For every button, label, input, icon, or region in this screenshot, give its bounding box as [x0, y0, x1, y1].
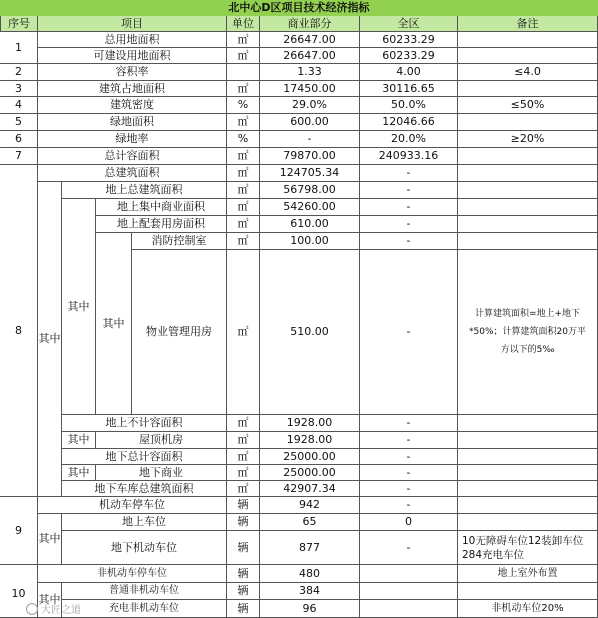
row9a-total: -	[360, 497, 458, 514]
row1a-unit: ㎡	[227, 32, 260, 48]
header-note: 备注	[458, 16, 598, 32]
row8-qizhong-mid: 其中	[62, 199, 96, 415]
row8i-item: 地下总计容面积	[62, 449, 227, 465]
row7-note	[458, 148, 598, 165]
row8k-unit: ㎡	[227, 481, 260, 497]
row1b-total: 60233.29	[360, 48, 458, 64]
row8h-total: -	[360, 432, 458, 449]
row8g-total: -	[360, 415, 458, 432]
row9c-item: 地下机动车位	[62, 531, 227, 565]
row5-commercial: 600.00	[260, 114, 360, 131]
row5-item: 绿地面积	[38, 114, 227, 131]
row8c-total: -	[360, 199, 458, 216]
row10c-commercial: 96	[260, 600, 360, 618]
row1a-note	[458, 32, 598, 48]
row9-qizhong: 其中	[38, 514, 62, 565]
row7-seq: 7	[0, 148, 38, 165]
row5-seq: 5	[0, 114, 38, 131]
row8j-commercial: 25000.00	[260, 465, 360, 481]
row1a-commercial: 26647.00	[260, 32, 360, 48]
row9a-commercial: 942	[260, 497, 360, 514]
row8k-item: 地下车库总建筑面积	[62, 481, 227, 497]
row8h-item: 屋顶机房	[96, 432, 227, 449]
row8k-total: -	[360, 481, 458, 497]
row6-unit: %	[227, 131, 260, 148]
row8d-commercial: 610.00	[260, 216, 360, 233]
row8h-note	[458, 432, 598, 449]
row10-qizhong: 其中	[38, 583, 62, 618]
row9a-note	[458, 497, 598, 514]
row4-item: 建筑密度	[38, 97, 227, 114]
row6-total: 20.0%	[360, 131, 458, 148]
row5-total: 12046.66	[360, 114, 458, 131]
row10b-total	[360, 583, 458, 600]
row8g-item: 地上不计容面积	[62, 415, 227, 432]
row8j-total: -	[360, 465, 458, 481]
row2-seq: 2	[0, 64, 38, 81]
row6-commercial: -	[260, 131, 360, 148]
row8e-commercial: 100.00	[260, 233, 360, 250]
row10b-note	[458, 583, 598, 600]
row9c-commercial: 877	[260, 531, 360, 565]
row8h-unit: ㎡	[227, 432, 260, 449]
row8c-unit: ㎡	[227, 199, 260, 216]
row8a-note	[458, 165, 598, 182]
row1a-item: 总用地面积	[38, 32, 227, 48]
row8f-unit: ㎡	[227, 250, 260, 415]
row2-total: 4.00	[360, 64, 458, 81]
row8a-commercial: 124705.34	[260, 165, 360, 182]
row8g-note	[458, 415, 598, 432]
row10c-note: 非机动车位20%	[458, 600, 598, 618]
row5-unit: ㎡	[227, 114, 260, 131]
row8b-total: -	[360, 182, 458, 199]
row1b-commercial: 26647.00	[260, 48, 360, 64]
row10c-unit: 辆	[227, 600, 260, 618]
watermark-text: 大匠之道	[41, 605, 81, 616]
row8h-qizhong: 其中	[62, 432, 96, 449]
row9b-commercial: 65	[260, 514, 360, 531]
row8f-total: -	[360, 250, 458, 415]
row8a-item: 总建筑面积	[38, 165, 227, 182]
header-unit: 单位	[227, 16, 260, 32]
watermark	[26, 601, 81, 616]
row8h-commercial: 1928.00	[260, 432, 360, 449]
row8b-unit: ㎡	[227, 182, 260, 199]
row8b-commercial: 56798.00	[260, 182, 360, 199]
row3-total: 30116.65	[360, 81, 458, 97]
row1b-unit: ㎡	[227, 48, 260, 64]
header-seq: 序号	[0, 16, 38, 32]
row3-note	[458, 81, 598, 97]
row10b-item: 普通非机动车位	[62, 583, 227, 600]
row10a-note: 地上室外布置	[458, 565, 598, 583]
row10a-commercial: 480	[260, 565, 360, 583]
row10a-unit: 辆	[227, 565, 260, 583]
row8e-item: 消防控制室	[132, 233, 227, 250]
row9b-total: 0	[360, 514, 458, 531]
row2-unit	[227, 64, 260, 81]
row1a-total: 60233.29	[360, 32, 458, 48]
row1-seq: 1	[0, 32, 38, 64]
row6-item: 绿地率	[38, 131, 227, 148]
row7-item: 总计容面积	[38, 148, 227, 165]
row4-seq: 4	[0, 97, 38, 114]
row9a-unit: 辆	[227, 497, 260, 514]
row8f-item: 物业管理用房	[132, 250, 227, 415]
row4-total: 50.0%	[360, 97, 458, 114]
row3-unit: ㎡	[227, 81, 260, 97]
row8k-note	[458, 481, 598, 497]
watermark-logo-icon	[26, 603, 38, 615]
row2-item: 容积率	[38, 64, 227, 81]
row8j-note	[458, 465, 598, 481]
row1b-item: 可建设用地面积	[38, 48, 227, 64]
row8d-unit: ㎡	[227, 216, 260, 233]
row8j-item: 地下商业	[96, 465, 227, 481]
row8e-note	[458, 233, 598, 250]
row8f-commercial: 510.00	[260, 250, 360, 415]
row1b-note	[458, 48, 598, 64]
row5-note	[458, 114, 598, 131]
row8a-total: -	[360, 165, 458, 182]
row3-item: 建筑占地面积	[38, 81, 227, 97]
header-item: 项目	[38, 16, 227, 32]
row8b-item: 地上总建筑面积	[62, 182, 227, 199]
row10b-unit: 辆	[227, 583, 260, 600]
row8a-unit: ㎡	[227, 165, 260, 182]
row6-note: ≥20%	[458, 131, 598, 148]
header-total: 全区	[360, 16, 458, 32]
row3-seq: 3	[0, 81, 38, 97]
row10c-total	[360, 600, 458, 618]
row8c-note	[458, 199, 598, 216]
row2-note: ≤4.0	[458, 64, 598, 81]
row9b-unit: 辆	[227, 514, 260, 531]
row8g-commercial: 1928.00	[260, 415, 360, 432]
row9a-item: 机动车停车位	[38, 497, 227, 514]
row8b-note	[458, 182, 598, 199]
row8j-unit: ㎡	[227, 465, 260, 481]
row10a-item: 非机动车停车位	[38, 565, 227, 583]
row9c-note: 10无障碍车位12装卸车位284充电车位	[458, 531, 598, 565]
row8-seq: 8	[0, 165, 38, 497]
row4-commercial: 29.0%	[260, 97, 360, 114]
row8g-unit: ㎡	[227, 415, 260, 432]
row2-commercial: 1.33	[260, 64, 360, 81]
row7-commercial: 79870.00	[260, 148, 360, 165]
row10c-item: 充电非机动车位	[62, 600, 227, 618]
table-title: 北中心D区项目技术经济指标	[0, 0, 598, 16]
row9-seq: 9	[0, 497, 38, 565]
row8j-qizhong: 其中	[62, 465, 96, 481]
row9b-note	[458, 514, 598, 531]
row8-qizhong-inner: 其中	[96, 233, 132, 415]
row8d-note	[458, 216, 598, 233]
row8e-total: -	[360, 233, 458, 250]
row8k-commercial: 42907.34	[260, 481, 360, 497]
row8i-total: -	[360, 449, 458, 465]
row6-seq: 6	[0, 131, 38, 148]
row8c-item: 地上集中商业面积	[96, 199, 227, 216]
row8f-note: 计算建筑面积=地上+地下*50%；计算建筑面积20万平方以下的5‰	[458, 250, 598, 415]
row10a-total	[360, 565, 458, 583]
row7-total: 240933.16	[360, 148, 458, 165]
row9c-total: -	[360, 531, 458, 565]
row9b-item: 地上车位	[62, 514, 227, 531]
row8e-unit: ㎡	[227, 233, 260, 250]
row3-commercial: 17450.00	[260, 81, 360, 97]
row8i-unit: ㎡	[227, 449, 260, 465]
row7-unit: ㎡	[227, 148, 260, 165]
row9c-unit: 辆	[227, 531, 260, 565]
row8c-commercial: 54260.00	[260, 199, 360, 216]
row8-qizhong-outer: 其中	[38, 182, 62, 497]
row8i-note	[458, 449, 598, 465]
row8d-total: -	[360, 216, 458, 233]
row10-seq: 10	[0, 565, 38, 618]
header-commercial: 商业部分	[260, 16, 360, 32]
row10b-commercial: 384	[260, 583, 360, 600]
row8i-commercial: 25000.00	[260, 449, 360, 465]
row4-unit: %	[227, 97, 260, 114]
row4-note: ≤50%	[458, 97, 598, 114]
row8d-item: 地上配套用房面积	[96, 216, 227, 233]
